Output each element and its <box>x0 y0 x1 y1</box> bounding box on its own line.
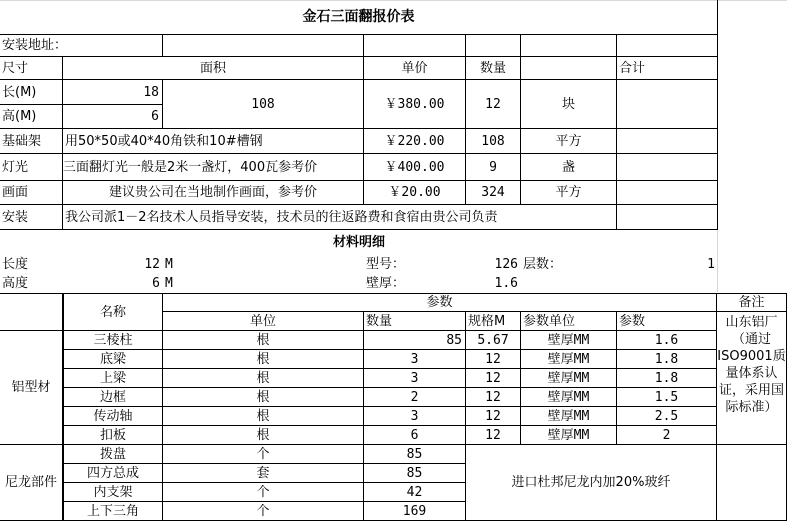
empty-cell[interactable] <box>521 35 617 57</box>
aluminum-unit[interactable]: 根 <box>163 426 364 445</box>
aluminum-param-unit[interactable]: 壁厚MM <box>521 331 617 350</box>
length-value[interactable]: 18 <box>63 80 163 105</box>
header-params[interactable]: 参数 <box>163 293 717 312</box>
light-price[interactable]: ￥400.00 <box>364 154 466 181</box>
spec-height-label[interactable]: 高度 <box>2 276 29 291</box>
aluminum-param-unit[interactable]: 壁厚MM <box>521 388 617 407</box>
header-qty[interactable]: 数量 <box>466 57 521 80</box>
area-value[interactable]: 108 <box>163 80 364 129</box>
aluminum-spec[interactable]: 12 <box>466 369 521 388</box>
aluminum-param[interactable]: 1.5 <box>617 388 717 407</box>
board-unit[interactable]: 块 <box>521 80 617 129</box>
canvas-unit[interactable]: 平方 <box>521 181 617 205</box>
frame-unit[interactable]: 平方 <box>521 129 617 154</box>
light-qty[interactable]: 9 <box>466 154 521 181</box>
spec-thickness-label[interactable]: 壁厚： <box>366 276 406 291</box>
nylon-unit[interactable]: 个 <box>163 483 364 502</box>
canvas-qty[interactable]: 324 <box>466 181 521 205</box>
frame-total[interactable] <box>617 129 718 154</box>
aluminum-spec[interactable]: 12 <box>466 426 521 445</box>
aluminum-param-unit[interactable]: 壁厚MM <box>521 369 617 388</box>
board-price[interactable]: ￥380.00 <box>364 80 466 129</box>
aluminum-name[interactable]: 上梁 <box>63 369 163 388</box>
aluminum-name[interactable]: 扣板 <box>63 426 163 445</box>
header-param[interactable]: 参数 <box>617 312 717 331</box>
spec-height-unit[interactable]: M <box>165 276 173 291</box>
empty-cell[interactable] <box>364 35 466 57</box>
nylon-qty[interactable]: 85 <box>364 464 466 483</box>
aluminum-unit[interactable]: 根 <box>163 331 364 350</box>
install-address-label[interactable]: 安装地址： <box>0 35 163 57</box>
frame-price[interactable]: ￥220.00 <box>364 129 466 154</box>
aluminum-unit[interactable]: 根 <box>163 369 364 388</box>
header-unit[interactable]: 单位 <box>163 312 364 331</box>
nylon-unit[interactable]: 个 <box>163 445 364 464</box>
header-qty[interactable]: 数量 <box>364 312 466 331</box>
nylon-unit[interactable]: 个 <box>163 502 364 521</box>
empty-cell[interactable] <box>617 35 718 57</box>
height-value[interactable]: 6 <box>63 105 163 129</box>
spec-length-label[interactable]: 长度 <box>2 257 29 272</box>
height-label[interactable]: 高(M) <box>0 105 63 129</box>
nylon-group[interactable]: 尼龙部件 <box>0 445 63 521</box>
aluminum-param[interactable]: 1.6 <box>617 331 717 350</box>
spec-length-value[interactable]: 12 <box>144 257 160 272</box>
aluminum-name[interactable]: 传动轴 <box>63 407 163 426</box>
aluminum-qty[interactable]: 3 <box>364 369 466 388</box>
header-remark[interactable]: 备注 <box>717 293 787 312</box>
install-desc[interactable]: 我公司派1－2名技术人员指导安装，技术员的往返路费和食宿由贵公司负责 <box>63 205 617 230</box>
nylon-name[interactable]: 四方总成 <box>63 464 163 483</box>
aluminum-qty[interactable]: 2 <box>364 388 466 407</box>
spec-thickness-value[interactable]: 1.6 <box>494 276 518 291</box>
install-label[interactable]: 安装 <box>0 205 63 230</box>
aluminum-unit[interactable]: 根 <box>163 407 364 426</box>
light-desc[interactable]: 三面翻灯光一般是2米一盏灯，400瓦参考价 <box>63 154 364 181</box>
install-total[interactable] <box>617 205 718 230</box>
aluminum-param-unit[interactable]: 壁厚MM <box>521 407 617 426</box>
nylon-remark[interactable]: 进口杜邦尼龙内加20%玻纤 <box>466 445 717 521</box>
aluminum-qty[interactable]: 6 <box>364 426 466 445</box>
empty-cell[interactable] <box>163 35 364 57</box>
header-unit-price[interactable]: 单价 <box>364 57 466 80</box>
nylon-qty[interactable]: 42 <box>364 483 466 502</box>
board-qty[interactable]: 12 <box>466 80 521 129</box>
spec-length-unit[interactable]: M <box>165 257 173 272</box>
header-spec[interactable]: 规格M <box>466 312 521 331</box>
canvas-desc[interactable]: 建议贵公司在当地制作画面，参考价 <box>63 181 364 205</box>
light-unit[interactable]: 盏 <box>521 154 617 181</box>
header-param-unit[interactable]: 参数单位 <box>521 312 617 331</box>
aluminum-spec[interactable]: 12 <box>466 388 521 407</box>
nylon-qty[interactable]: 85 <box>364 445 466 464</box>
aluminum-unit[interactable]: 根 <box>163 388 364 407</box>
aluminum-param[interactable]: 1.8 <box>617 350 717 369</box>
header-size[interactable]: 尺寸 <box>0 57 63 80</box>
aluminum-qty[interactable]: 85 <box>364 331 466 350</box>
spec-layers-value[interactable]: 1 <box>707 257 715 272</box>
aluminum-name[interactable]: 底梁 <box>63 350 163 369</box>
aluminum-name[interactable]: 边框 <box>63 388 163 407</box>
empty-cell[interactable] <box>521 57 617 80</box>
header-total[interactable]: 合计 <box>617 57 718 80</box>
materials-title: 材料明细 <box>332 235 385 250</box>
frame-desc[interactable]: 用50*50或40*40角铁和10#槽钢 <box>63 129 364 154</box>
empty-cell[interactable] <box>466 35 521 57</box>
aluminum-param-unit[interactable]: 壁厚MM <box>521 350 617 369</box>
aluminum-remark[interactable]: 山东铝厂（通过ISO9001质量体系认证，采用国际标准） <box>717 312 787 445</box>
aluminum-unit[interactable]: 根 <box>163 350 364 369</box>
frame-qty[interactable]: 108 <box>466 129 521 154</box>
frame-label[interactable]: 基础架 <box>0 129 63 154</box>
board-total[interactable] <box>617 80 718 129</box>
aluminum-param[interactable]: 2.5 <box>617 407 717 426</box>
nylon-qty[interactable]: 169 <box>364 502 466 521</box>
nylon-name[interactable]: 内支架 <box>63 483 163 502</box>
aluminum-param[interactable]: 1.8 <box>617 369 717 388</box>
spec-height-value[interactable]: 6 <box>152 276 160 291</box>
header-name[interactable]: 名称 <box>63 293 163 331</box>
aluminum-qty[interactable]: 3 <box>364 407 466 426</box>
header-area[interactable]: 面积 <box>63 57 364 80</box>
spec-layers-label[interactable]: 层数： <box>523 257 563 272</box>
empty-cell[interactable] <box>0 293 63 331</box>
light-label[interactable]: 灯光 <box>0 154 63 181</box>
page-title: 金石三面翻报价表 <box>0 0 718 35</box>
light-total[interactable] <box>617 154 718 181</box>
aluminum-group[interactable]: 铝型材 <box>0 331 63 445</box>
canvas-price[interactable]: ￥20.00 <box>364 181 466 205</box>
nylon-name[interactable]: 上下三角 <box>63 502 163 521</box>
canvas-label[interactable]: 画面 <box>0 181 63 205</box>
aluminum-spec[interactable]: 5.67 <box>466 331 521 350</box>
length-label[interactable]: 长(M) <box>0 80 63 105</box>
aluminum-param[interactable]: 2 <box>617 426 717 445</box>
spec-model-label[interactable]: 型号： <box>366 257 406 272</box>
aluminum-name[interactable]: 三棱柱 <box>63 331 163 350</box>
canvas-total[interactable] <box>617 181 718 205</box>
nylon-unit[interactable]: 套 <box>163 464 364 483</box>
aluminum-spec[interactable]: 12 <box>466 350 521 369</box>
spec-model-value[interactable]: 126 <box>494 257 518 272</box>
empty-cell[interactable] <box>717 445 787 521</box>
aluminum-param-unit[interactable]: 壁厚MM <box>521 426 617 445</box>
nylon-name[interactable]: 拨盘 <box>63 445 163 464</box>
aluminum-spec[interactable]: 12 <box>466 407 521 426</box>
aluminum-qty[interactable]: 3 <box>364 350 466 369</box>
